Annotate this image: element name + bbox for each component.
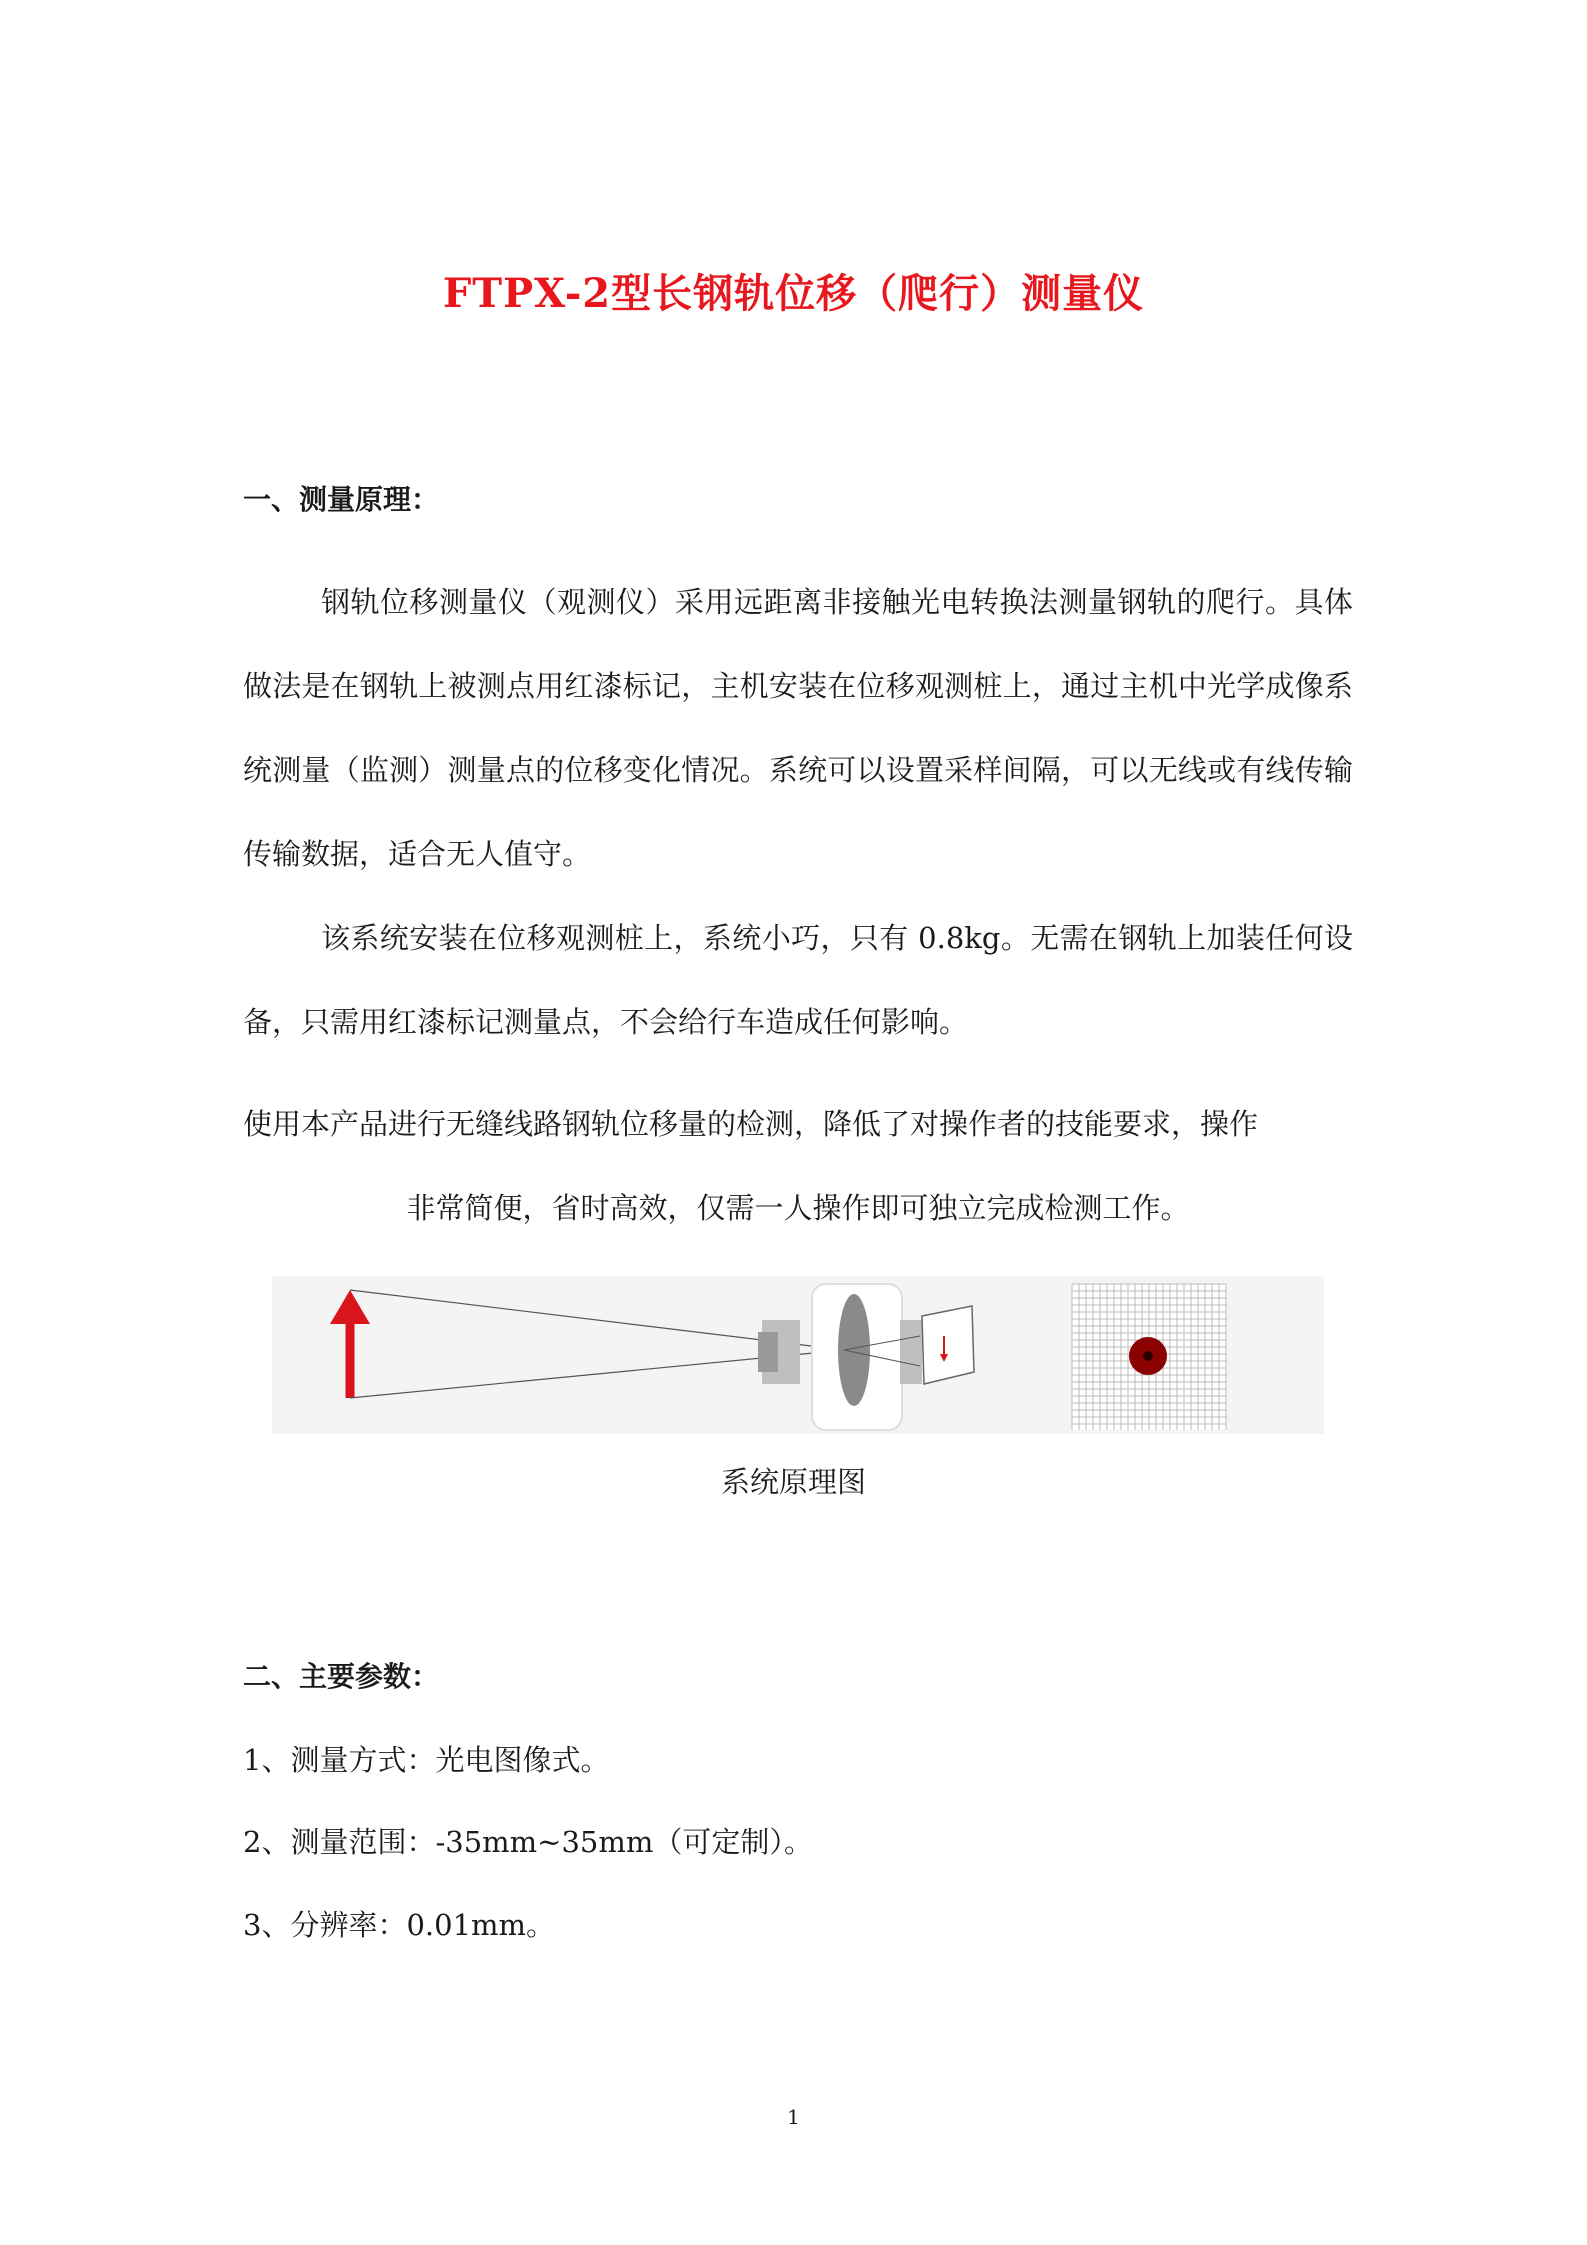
principle-paragraph-3-line-1: 使用本产品进行无缝线路钢轨位移量的检测，降低了对操作者的技能要求，操作: [243, 1107, 1259, 1141]
image-sensor-plane: [922, 1306, 974, 1384]
sensor-frame: [922, 1306, 974, 1384]
section-heading-parameters: 二、主要参数：: [243, 1660, 440, 1693]
device-lens-barrel-right: [900, 1320, 922, 1384]
device-lens-front: [758, 1332, 778, 1372]
principle-paragraph-3: [243, 1082, 1353, 1250]
principle-paragraph-1: 钢轨位移测量仪（观测仪）采用远距离非接触光电转换法测量钢轨的爬行。具体做法是在钢轨上被测点用红漆标记，主机安装在位移观测桩上，通过主机中光学成像系统测量（监测）测量点的位移变化情况。系统可以设置采样间隔，可以无线或有线传输传输数据，适合无人值守。: [243, 585, 1353, 871]
system-principle-diagram: [272, 1276, 1324, 1434]
document-title: FTPX-2型长钢轨位移（爬行）测量仪: [442, 270, 1145, 317]
parameter-item-2: 2、测量范围：-35mm~35mm（可定制）。: [243, 1825, 813, 1859]
parameter-item-1: 1、测量方式：光电图像式。: [243, 1743, 610, 1777]
lens-icon: [838, 1294, 870, 1406]
page-number: 1: [787, 2105, 800, 2129]
figure-caption: 系统原理图: [720, 1465, 866, 1499]
section-heading-principle: 一、测量原理：: [243, 483, 440, 516]
parameter-item-3: 3、分辨率：0.01mm。: [243, 1908, 556, 1942]
principle-paragraph-2: 该系统安装在位移观测桩上，系统小巧，只有 0.8kg。无需在钢轨上加装任何设备，只需用红漆标记测量点，不会给行车造成任何影响。: [243, 921, 1353, 1039]
principle-paragraph-3-line-2: 非常简便，省时高效，仅需一人操作即可独立完成检测工作。: [406, 1191, 1190, 1225]
target-center: [1143, 1351, 1153, 1361]
